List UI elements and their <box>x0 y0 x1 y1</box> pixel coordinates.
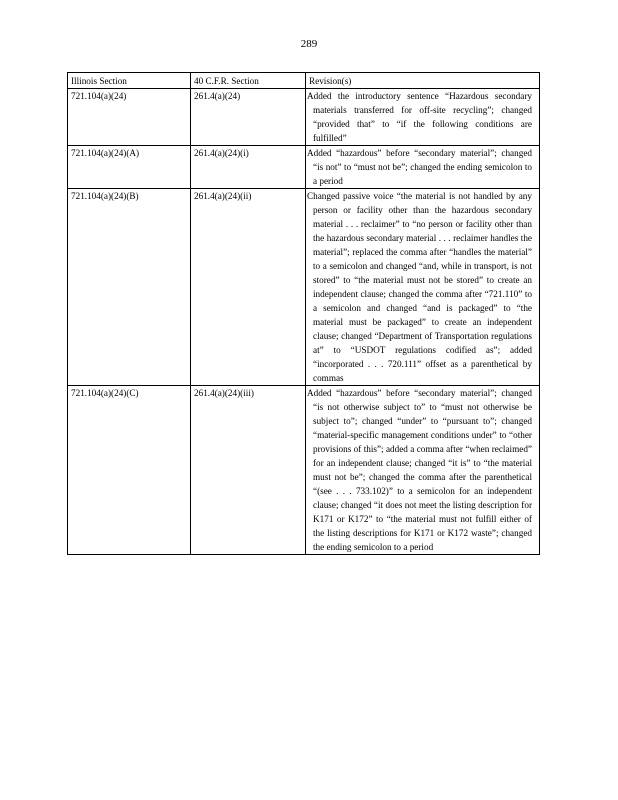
table-header-row <box>68 73 540 89</box>
revision-text: Added “hazardous” before “secondary material”; changed “is not” to “must not be”; changed the ending semicolon to a period <box>307 148 532 186</box>
revision-cell <box>306 89 540 146</box>
table-row <box>68 89 540 146</box>
illinois-section-cell: 721.104(a)(24) <box>68 89 191 146</box>
revision-text: Added “hazardous” before “secondary material”; changed “is not otherwise subject to” to “must not otherwise be subject to”; changed “under” to “pursuant to”; changed “material-specific management conditions under” to “other provisions of this”; added a comma after “when reclaimed” for an independent clause; changed “it is” to “the material must not be”; changed the comma after the parenthetical “(see . . . 733.102)” to a semicolon for an independent clause; changed “it does not meet the listing description for K171 or K172” to “the material must not fulfill either of the listing descriptions for K171 or K172 waste”; changed the ending semicolon to a period <box>307 388 532 552</box>
table-row <box>68 386 540 555</box>
revision-text: Added the introductory sentence “Hazardous secondary materials transferred for off-site recycling”; changed “provided that” to “if the following conditions are fulfilled” <box>307 91 532 143</box>
revision-cell <box>306 189 540 386</box>
revision-text: Changed passive voice “the material is not handled by any person or facility other than the hazardous secondary material . . . reclaimer” to “no person or facility other than the hazardous secondary material . . . reclaimer handles the material”; replaced the comma after “handles the material” to a semicolon and changed “and, while in transport, is not stored” to “the material must not be stored” to create an independent clause; changed the comma after “721.110” to a semicolon and changed “and is packaged” to “the material must be packaged” to create an independent clause; changed “Department of Transportation regulations at” to “USDOT regulations codified as”; added “incorporated . . . 720.111” offset as a parenthetical by commas <box>307 191 532 383</box>
illinois-section-cell: 721.104(a)(24)(A) <box>68 146 191 189</box>
table-row <box>68 189 540 386</box>
header-revisions: Revision(s) <box>306 73 540 89</box>
cfr-section-cell: 261.4(a)(24)(i) <box>191 146 306 189</box>
illinois-section-cell: 721.104(a)(24)(B) <box>68 189 191 386</box>
revision-cell <box>306 386 540 555</box>
cfr-section-cell: 261.4(a)(24)(iii) <box>191 386 306 555</box>
header-illinois-section: Illinois Section <box>68 73 191 89</box>
page-number: 289 <box>300 38 318 50</box>
table-row <box>68 146 540 189</box>
cfr-section-cell: 261.4(a)(24) <box>191 89 306 146</box>
cfr-section-cell: 261.4(a)(24)(ii) <box>191 189 306 386</box>
revision-cell <box>306 146 540 189</box>
header-cfr-section: 40 C.F.R. Section <box>191 73 306 89</box>
revisions-table <box>67 72 540 555</box>
illinois-section-cell: 721.104(a)(24)(C) <box>68 386 191 555</box>
